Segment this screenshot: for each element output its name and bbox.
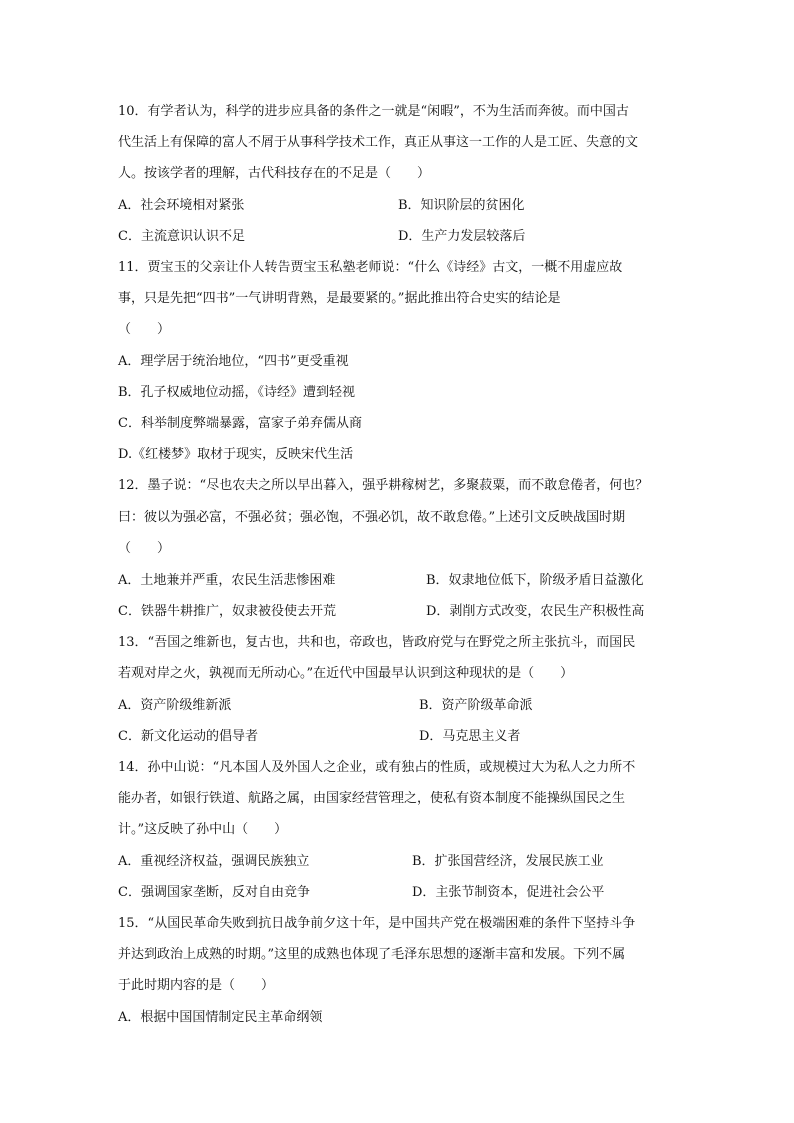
q11-stem-line-1: 11．贾宝玉的父亲让仆人转告贾宝玉私塾老师说：“什么《诗经》古文，一概不用虚应故 bbox=[118, 260, 623, 275]
q11-option-d: D.《红楼梦》取材于现实，反映宋代生活 bbox=[118, 447, 354, 462]
q14-stem-line-2: 能办者，如银行铁道、航路之属，由国家经营管理之，使私有资本制度不能操纵国民之生 bbox=[118, 791, 626, 806]
q12-stem-line-1: 12．墨子说：“尽也农夫之所以早出暮入，强乎耕稼树艺，多聚菽粟，而不敢怠倦者，何也？ bbox=[118, 478, 649, 493]
q14-option-a: A．重视经济权益，强调民族独立 bbox=[118, 854, 310, 869]
q11-option-a: A．理学居于统治地位，“四书”更受重视 bbox=[118, 354, 349, 369]
q14-option-c: C．强调国家垄断，反对自由竞争 bbox=[118, 885, 310, 900]
q13-stem-line-2: 若观对岸之火，孰视而无所动心。”在近代中国最早认识到这种现状的是（ ） bbox=[118, 666, 574, 681]
q12-option-c: C．铁器牛耕推广，奴隶被役使去开荒 bbox=[118, 604, 336, 619]
q13-option-c: C．新文化运动的倡导者 bbox=[118, 729, 258, 744]
q13-option-d: D．马克思主义者 bbox=[419, 729, 521, 744]
q12-option-b: B．奴隶地位低下，阶级矛盾日益激化 bbox=[426, 573, 644, 588]
q12-stem-line-3: （ ） bbox=[118, 541, 171, 556]
q10-option-d: D．生产力发层较落后 bbox=[398, 229, 526, 244]
q14-option-d: D．主张节制资本，促进社会公平 bbox=[412, 885, 605, 900]
q13-option-b: B．资产阶级革命派 bbox=[419, 698, 533, 713]
q12-stem-line-2: 曰：彼以为强必富，不强必贫；强必饱，不强必饥，故不敢怠倦。”上述引文反映战国时期 bbox=[118, 510, 626, 525]
q10-stem-line-3: 人。按该学者的理解，古代科技存在的不足是（ ） bbox=[118, 166, 431, 181]
q12-option-d: D．剥削方式改变，农民生产积极性高 bbox=[426, 604, 645, 619]
q11-stem-line-3: （ ） bbox=[118, 322, 171, 337]
q12-option-a: A．土地兼并严重，农民生活悲惨困难 bbox=[118, 573, 336, 588]
q10-option-a: A．社会环境相对紧张 bbox=[118, 198, 245, 213]
q14-stem-line-1: 14．孙中山说：“凡本国人及外国人之企业，或有独占的性质，或规模过大为私人之力所不 bbox=[118, 760, 636, 775]
q13-option-a: A．资产阶级维新派 bbox=[118, 698, 232, 713]
q10-option-c: C．主流意识认识不足 bbox=[118, 229, 245, 244]
q10-stem-line-1: 10．有学者认为，科学的进步应具备的条件之一就是“闲暇”，不为生活而奔彼。而中国古 bbox=[118, 104, 629, 119]
q10-stem-line-2: 代生活上有保障的富人不屑于从事科学技术工作，真正从事这一工作的人是工匠、失意的文 bbox=[118, 135, 639, 150]
q14-option-b: B．扩张国营经济，发展民族工业 bbox=[412, 854, 604, 869]
q15-stem-line-3: 于此时期内容的是（ ） bbox=[118, 978, 275, 993]
q15-option-a: A．根据中国国情制定民主革命纲领 bbox=[118, 1010, 323, 1025]
q15-stem-line-1: 15．“从国民革命失败到抗日战争前夕这十年，是中国共产党在极端困难的条件下坚持斗争 bbox=[118, 916, 636, 931]
q11-option-c: C．科举制度弊端暴露，富家子弟弃儒从商 bbox=[118, 416, 362, 431]
q10-option-b: B．知识阶层的贫困化 bbox=[398, 198, 525, 213]
q13-stem-line-1: 13．“吾国之维新也，复古也，共和也，帝政也，皆政府党与在野党之所主张抗斗，而国民 bbox=[118, 635, 636, 650]
q11-stem-line-2: 事，只是先把“四书”一气讲明背熟，是最要紧的。”据此推出符合史实的结论是 bbox=[118, 291, 561, 306]
q14-stem-line-3: 计。”这反映了孙中山（ ） bbox=[118, 822, 288, 837]
q11-option-b: B．孔子权威地位动摇，《诗经》遭到轻视 bbox=[118, 385, 356, 400]
q15-stem-line-2: 并达到政治上成熟的时期。”这里的成熟也体现了毛泽东思想的逐渐丰富和发展。下列不属 bbox=[118, 947, 626, 962]
